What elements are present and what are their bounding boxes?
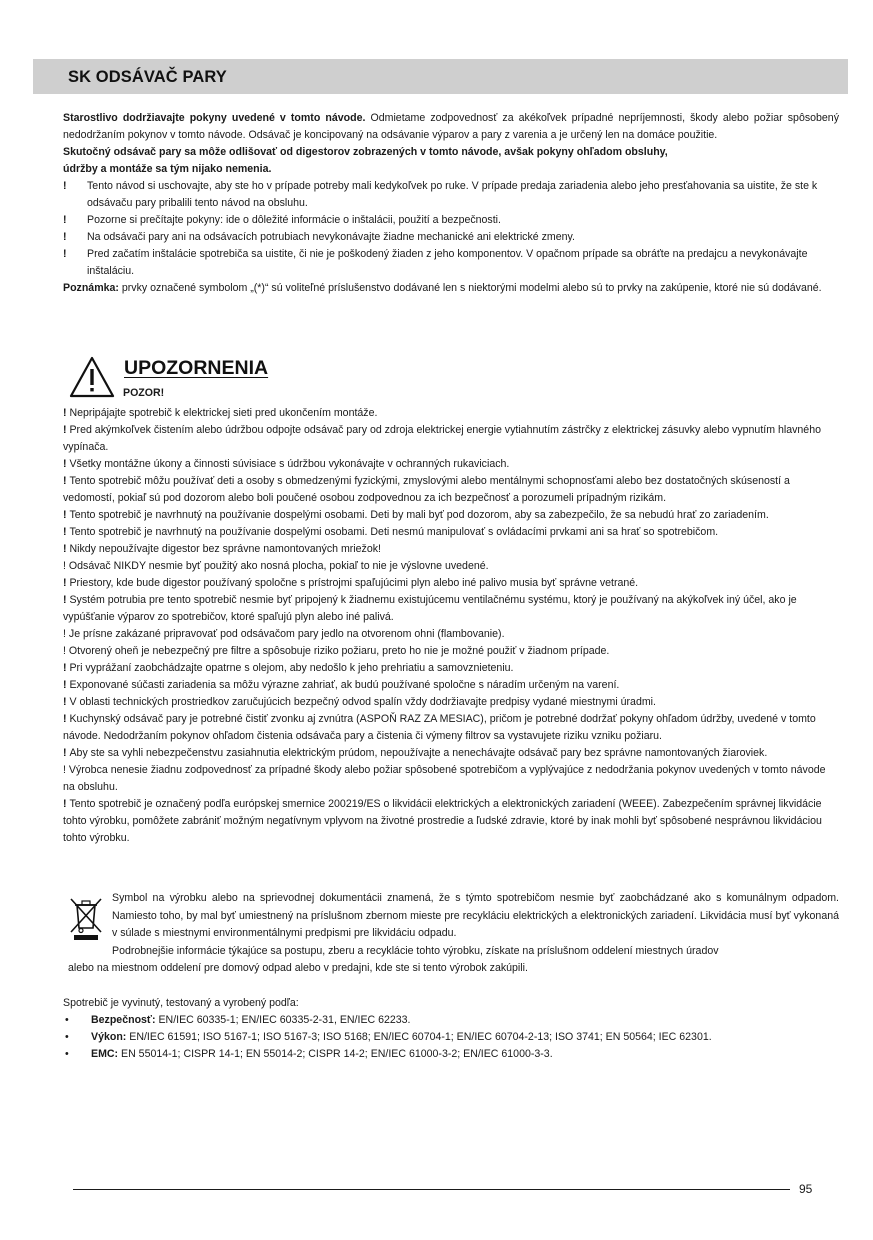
warning-item: ! Systém potrubia pre tento spotrebič nesmie byť pripojený k žiadnemu existujúcemu ventilačnému systému, ktorý je používaný na akýkoľvek iný účel, ako je vypúšťanie výparov zo spotrebičov, ktoré spaľujú plyn alebo iné palivá.: [63, 594, 797, 623]
warning-item: ! Odsávač NIKDY nesmie byť použitý ako nosná plocha, pokiaľ to nie je výslovne uvedené.: [63, 560, 489, 572]
intro-text: Odmietame zodpovednosť za akékoľvek prípadné nepríjemnosti, škody alebo požiar spôsobený nedodržaním pokynov v tomto návode. Odsávač je koncipovaný na odsávanie výparov a pary z varenia a je určený len na domáce použitie.: [63, 112, 839, 141]
weee-text: Symbol na výrobku alebo na sprievodnej dokumentácii znamená, že s týmto spotrebičom nesmie byť zaobchádzané ako s komunálnym odpadom. Namiesto toho, by mal byť umiestnený na príslušnom zbernom mieste pre recykláciu elektrických a elektronických zariadení. Likvidácia musí byť vykonaná v súlade s miestnymi environmentálnymi predpismi pre likvidáciu odpadu.: [112, 892, 839, 939]
warning-item: ! Nikdy nepoužívajte digestor bez správne namontovaných mriežok!: [63, 543, 381, 555]
warnings-list: [63, 405, 839, 847]
warning-item: ! V oblasti technických prostriedkov zaručujúcich bezpečný odvod spalín vždy dodržiavajte predpisy vydané miestnymi úradmi.: [63, 696, 656, 708]
warning-item: ! Tento spotrebič je navrhnutý na používanie dospelými osobami. Deti by mali byť pod dozorom, aby sa zabezpečilo, že sa nebudú hrať zo zariadením.: [63, 509, 769, 521]
note-text: prvky označené symbolom „(*)“ sú voliteľné príslušenstvo dodávané len s niektorými modelmi alebo sú to prvky na zakúpenie, ktoré nie sú dodávané.: [118, 282, 822, 294]
intro-bold-line-2: údržby a montáže sa tým nijako nemenia.: [63, 163, 272, 175]
warning-item: ! Exponované súčasti zariadenia sa môžu výrazne zahriať, ak budú používané spoločne s náradím určeným na varení.: [63, 679, 620, 691]
weee-text-3: alebo na miestnom oddelení pre domový odpad alebo v predajni, kde ste si tento výrobok zakúpili.: [68, 962, 528, 974]
intro-bullet: ! Tento návod si uschovajte, aby ste ho v prípade potreby mali kedykoľvek po ruke. V prípade predaja zariadenia alebo jeho presťahovania sa uistite, že ste k odsávaču pary pribalili tento návod na obsluhu.: [63, 180, 818, 209]
weee-text-2: Podrobnejšie informácie týkajúce sa postupu, zberu a recyklácie tohto výrobku, získate na príslušnom oddelení miestnych úradov: [112, 944, 719, 957]
warning-item: ! Je prísne zakázané pripravovať pod odsávačom pary jedlo na otvorenom ohni (flambovanie).: [63, 628, 505, 640]
warning-item: ! Priestory, kde bude digestor používaný spoločne s prístrojmi spaľujúcimi plyn alebo iné palivo musia byť správne vetrané.: [63, 577, 639, 589]
warning-item: ! Pri vyprážaní zaobchádzajte opatrne s olejom, aby nedošlo k jeho prehriatiu a samovznieteniu.: [63, 662, 514, 674]
intro-bullet: ! Pred začatím inštalácie spotrebiča sa uistite, či nie je poškodený žiaden z jeho komponentov. V opačnom prípade sa obráťte na predajcu a nevykonávajte inštaláciu.: [63, 248, 808, 277]
warnings-heading: [63, 352, 363, 404]
warning-item: ! Otvorený oheň je nebezpečný pre filtre a spôsobuje riziko požiaru, preto ho nie je možné použiť v žiadnom prípade.: [63, 645, 610, 657]
intro-section: [63, 110, 839, 297]
pozor-label: POZOR!: [123, 387, 165, 399]
standards-intro: Spotrebič je vyvinutý, testovaný a vyrobený podľa:: [63, 997, 299, 1009]
crossed-bin-icon: [68, 895, 104, 941]
weee-section: [63, 890, 839, 978]
standards-item: • Výkon: EN/IEC 61591; ISO 5167-1; ISO 5167-3; ISO 5168; EN/IEC 60704-1; EN/IEC 60704-2-13; ISO 3741; EN 50564; IEC 62301.: [65, 1031, 712, 1043]
standards-section: [63, 995, 763, 1063]
section-title: SK ODSÁVAČ PARY: [68, 68, 227, 86]
warning-item: ! Kuchynský odsávač pary je potrebné čistiť zvonku aj zvnútra (ASPOŇ RAZ ZA MESIAC), pričom je potrebné dodržať pokyny ohľadom údržby, uvedené v tomto návode. Nedodržaním pokynov ohľadom čistenia odsávača pary a čistenia či výmeny filtrov sa vystavujete riziku vzniku požiaru.: [63, 713, 816, 742]
warning-item: ! Tento spotrebič je navrhnutý na používanie dospelými osobami. Deti nesmú manipulovať s ovládacími prvkami ani sa hrať so spotrebičom.: [63, 526, 719, 538]
footer-rule: [73, 1189, 790, 1190]
standards-item: • Bezpečnosť: EN/IEC 60335-1; EN/IEC 60335-2-31, EN/IEC 62233.: [65, 1014, 411, 1026]
warning-triangle-icon: [68, 355, 116, 399]
warning-item: ! Pred akýmkoľvek čistením alebo údržbou odpojte odsávač pary od zdroja elektrickej energie vytiahnutím zástrčky z elektrickej zásuvky alebo vypnutím hlavného vypínača.: [63, 424, 821, 453]
warning-item: ! Výrobca nenesie žiadnu zodpovednosť za prípadné škody alebo požiar spôsobené spotrebičom a vyplývajúce z nedodržania pokynov uvedených v tomto návode na obsluhu.: [63, 764, 826, 793]
intro-bold-line-1: Skutočný odsávač pary sa môže odlišovať od digestorov zobrazených v tomto návode, avšak pokyny ohľadom obsluhy,: [63, 146, 668, 158]
warning-item: ! Nepripájajte spotrebič k elektrickej sieti pred ukončením montáže.: [63, 407, 378, 419]
page-number: 95: [799, 1182, 813, 1196]
intro-bullet: ! Na odsávači pary ani na odsávacích potrubiach nevykonávajte žiadne mechanické ani elektrické zmeny.: [63, 231, 575, 243]
warnings-title: UPOZORNENIA: [124, 357, 269, 379]
note-paragraph: [63, 280, 839, 297]
standards-item: • EMC: EN 55014-1; CISPR 14-1; EN 55014-2; CISPR 14-2; EN/IEC 61000-3-2; EN/IEC 61000-3-3.: [65, 1048, 553, 1060]
warning-item: ! Aby ste sa vyhli nebezpečenstvu zasiahnutia elektrickým prúdom, nepoužívajte a nenechávajte odsávač pary bez správne namontovaných žiaroviek.: [63, 747, 768, 759]
intro-bullet: ! Pozorne si prečítajte pokyny: ide o dôležité informácie o inštalácii, použití a bezpečnosti.: [63, 214, 501, 226]
warning-item: ! Všetky montážne úkony a činnosti súvisiace s údržbou vykonávajte v ochranných rukaviciach.: [63, 458, 510, 470]
warning-item: ! Tento spotrebič môžu používať deti a osoby s obmedzenými fyzickými, zmyslovými alebo mentálnymi schopnosťami alebo bez dostatočných skúseností a vedomostí, pokiaľ sú pod dozorom alebo boli poučené osobou zodpovednou za ich bezpečnosť a porozumeli prípadným rizikám.: [63, 475, 790, 504]
section-header: [33, 59, 848, 94]
warning-item: ! Tento spotrebič je označený podľa európskej smernice 200219/ES o likvidácii elektrických a elektronických zariadení (WEEE). Zabezpečením správnej likvidácie tohto výrobku, pomôžete zabrániť možným negatívnym vplyvom na životné prostredie a ľudské zdravie, ktoré by inak mohli byť spôsobené nesprávnou likvidáciou tohto výrobku.: [63, 798, 822, 844]
intro-paragraph: [63, 110, 839, 144]
note-label: Poznámka:: [63, 282, 119, 294]
intro-bold: Starostlivo dodržiavajte pokyny uvedené v tomto návode.: [63, 112, 366, 124]
